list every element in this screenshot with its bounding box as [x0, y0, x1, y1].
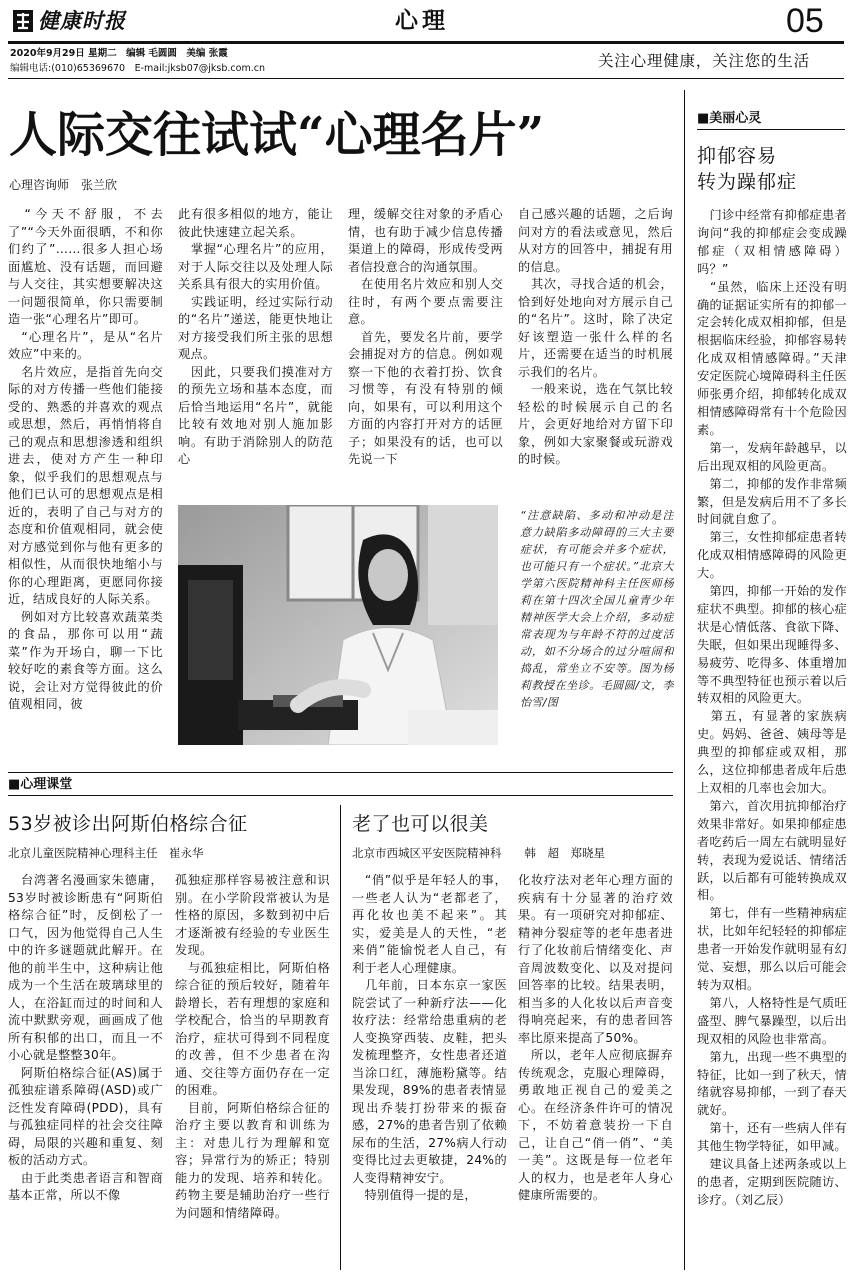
slogan: 关注心理健康，关注您的生活	[598, 52, 810, 70]
article2-col1: “俏”似乎是年轻人的事，一些老人认为“老都老了，再化妆也美不起来”。其实，爱美是人的天性，“老来俏”能愉悦老人自己，有利于老人心理健康。 几年前，日本东京一家医院尝试了一种新疗法——化妆疗法：经常给患重病的老人变换穿西装、皮鞋，把头发梳理整齐，女性患者还道当涂口红，薄施粉黛等。结果发现，89%的患者表情显现出乔装打扮带来的振奋感，27%的患者告别了依赖尿布的生活，27%病人行动变得比过去更敏捷，24%的人变得精神安宁。 特别值得一提的是，	[352, 873, 507, 1202]
sidebar-header-rule	[697, 129, 845, 130]
main-article-col4: 自己感兴趣的话题，之后询问对方的看法或意见，然后从对方的回答中，捕捉有用的信息。 其次，寻找合适的机会，恰到好处地向对方展示自己的“名片”。这时，除了决定好该塑造一张什么样的名片，还需要在适当的时机展示我们的名片。 一般来说，选在气氛比较轻松的时候展示自己的名片，会更好地给对方留下印象，例如大家聚餐或玩游戏的时候。	[518, 207, 673, 466]
contact-line: 编辑电话:(010)65369670 E-mail:jksb07@jksb.com.cn	[10, 63, 265, 74]
main-article-byline: 心理咨询师 张兰欣	[9, 178, 118, 192]
sidebar-title-line2: 转为躁郁症	[697, 171, 798, 193]
logo	[12, 8, 150, 34]
article2-col2: 化妆疗法对老年心理方面的疾病有十分显著的治疗效果。有一项研究对抑郁症、精神分裂症等的老年患者进行了化妆前后情绪变化、声音周波数变化、以及对提问回答率的比较。结果表明，相当多的人化妆以后声音变得响亮起来，有的患者回答率比原来提高了50%。 所以，老年人应彻底摒弃传统观念，克服心理障碍，勇敢地正视自己的爱美之心。在经济条件许可的情况下，不妨着意装扮一下自己，让自己“俏一俏”、“美一美”。这既是每一位老年人的权力，也是老年人身心健康所需要的。	[518, 873, 673, 1202]
article1-byline: 北京儿童医院精神心理科主任 崔永华	[8, 846, 204, 860]
doctor-photo	[178, 505, 498, 745]
section-divider	[8, 772, 673, 773]
sidebar-title-line1: 抑郁容易	[697, 145, 778, 167]
bottom-section-header: ■心理课堂	[8, 777, 73, 792]
section-name: 心理	[395, 7, 449, 34]
sidebar-body: 门诊中经常有抑郁症患者询问“我的抑郁症会变成躁郁症（双相情感障碍）吗？” “虽然，临床上还没有明确的证据证实所有的抑郁一定会转化成双相抑郁，但是根据临床经验，抑郁容易转化成双相情感障碍。”天津安定医院心境障碍科主任医师张勇介绍，抑郁转化成双相情感障碍常有十个危险因素。 第一，发病年龄越早，以后出现双相的风险更高。 第二，抑郁的发作非常频繁，但是发病后用不了多长时间就自愈了。 第三，女性抑郁症患者转化成双相情感障碍的风险更大。 第四，抑郁一开始的发作症状不典型。抑郁的核心症状是心情低落、食欲下降、失眠，但如果出现睡得多、易疲劳、吃得多、体重增加等不典型特征也预示着以后转双相的风险更大。 第五，有显著的家族病史。妈妈、爸爸、姨母等是典型的抑郁症或双相，那么，这位抑郁患者成年后患上双相的几率也会加大。 第六，首次用抗抑郁治疗效果非常好。如果抑郁症患者吃药后一周左右就明显好转，表现为爱说话、情绪活跃，以后都有可能转换成双相。 第七，伴有一些精神病症状，比如年纪轻轻的抑郁症患者一开始发作就明显有幻觉、妄想，那么以后可能会转为双相。 第八，人格特性是气质旺盛型、脾气暴躁型，以后出现双相的风险也非常高。 第九，出现一些不典型的特征，比如一到了秋天，情绪就容易抑郁，一到了春天就好。 第十，还有一些病人伴有其他生物学特征，如甲减。 建议具备上述两条或以上的患者，定期到医院随访、诊疗。（刘乙辰）	[697, 208, 847, 1207]
article2-byline: 北京市西城区平安医院精神科 韩 超 郑晓星	[352, 846, 605, 860]
masthead	[0, 0, 852, 80]
main-article-col3: 理，缓解交往对象的矛盾心情，也有助于减少信息传播渠道上的障碍，形成传受两者信投意合的沟通氛围。 在使用名片效应和别人交往时，有两个要点需要注意。 首先，要发名片前，要学会捕捉对方的信息。例如观察一下他的衣着打扮、饮食习惯等，有没有特别的倾向，如果有，可以利用这个方面的内容打开对方的话匣子；如果没有的话，也可以先说一下	[348, 207, 503, 466]
logo-emblem-icon	[12, 9, 34, 33]
article1-col1: 台湾著名漫画家朱德庸，53岁时被诊断患有“阿斯伯格综合征”时，反倒松了一口气，因为他觉得自己人生中的许多谜题就此解开。在他的前半生中，这种病让他成为一个生活在玻璃球里的人，在浴缸而过的时间和人流中默默旁观，画画成了他所有积郁的出口，而且一不小心就是整整30年。 阿斯伯格综合征(AS)属于孤独症谱系障碍(ASD)或广泛性发育障碍(PDD)，具有与孤独症同样的社会交往障碍，局限的兴趣和重复、刻板的活动方式。 由于此类患者语言和智商基本正常，所以不像	[8, 873, 163, 1202]
doctor-illustration	[178, 505, 498, 745]
page-number: 05	[786, 2, 824, 40]
sidebar-header: ■美丽心灵	[697, 111, 762, 126]
main-article-title: 人际交往试试“心理名片”	[9, 107, 545, 163]
bottom-header-rule	[8, 795, 673, 796]
article1-title: 53岁被诊出阿斯伯格综合征	[8, 813, 248, 835]
bottom-column-divider	[340, 805, 341, 1270]
photo-caption: “注意缺陷、多动和冲动是注意力缺陷多动障碍的三大主要症状，有可能会并多个症状，也可能只有一个症状。”北京大学第六医院精神科主任医师杨莉在第十四次全国儿童青少年精神医学大会上介绍，多动症常表现为与年龄不符的过度活动，如不分场合的过分喧闹和捣乱，常坐立不安等。图为杨莉教授在坐诊。毛圆圆/文，李怡雪/图	[520, 509, 674, 709]
main-article-col2: 此有很多相似的地方，能让彼此快速建立起关系。 掌握“心理名片”的应用，对于人际交往以及处理人际关系具有很大的实用价值。 实践证明，经过实际行动的“名片”递送，能更快地让对方接受我们所主张的思想观点。 因此，只要我们摸准对方的预先立场和基本态度，而后恰当地运用“名片”，就能比较有效地对别人施加影响。有助于消除别人的防范心	[178, 207, 333, 466]
sidebar-divider	[684, 90, 685, 1270]
article1-col2: 孤独症那样容易被注意和识别。在小学阶段常被认为是性格的原因，多数到初中后才逐渐被有经验的专业医生发现。 与孤独症相比，阿斯伯格综合征的预后较好，随着年龄增长，若有理想的家庭和学校配合，恰当的早期教育治疗，症状可得到不同程度的改善，但不少患者在沟通、交往等方面仍存在一定的困难。 目前，阿斯伯格综合征的治疗主要以教育和训练为主：对患儿行为理解和宽容；异常行为的矫正；特别能力的发现、培养和转化。药物主要是辅助治疗一些行为问题和情绪障碍。	[175, 873, 330, 1220]
date-line: 2020年9月29日 星期二 编辑 毛圆圆 美编 张霞	[10, 48, 228, 59]
main-article-col1: “今天不舒服，不去了”“今天外面很晒，不和你们约了”……很多人担心场面尴尬、没有话题，而回避与人交往，其实想要解决这一问题很简单，你只需要制造一张“心理名片”即可。 “心理名片”，是从“名片效应”中来的。 名片效应，是指首先向交际的对方传播一些他们能接受的、熟悉的并喜欢的观点或思想，然后，再悄悄将自己的观点和思想渗透和组织进去，使对方产生一种印象，似乎我们的思想观点与他们已认可的思想观点是相近的，表明了自己与对方的态度和价值观相同，就会使对方感觉到你与他有更多的相似性，从而很快地缩小与你的心理距离，更愿同你接近，结成良好的人际关系。 例如对方比较喜欢蔬菜类的食品，那你可以用“蔬菜”作为开场白，聊一下比较好吃的素食等方面。这么说，会让对方觉得彼此的价值观相同，彼	[8, 207, 163, 711]
logo-text: 健康时报	[38, 8, 126, 33]
article2-title: 老了也可以很美	[352, 813, 489, 835]
masthead-rule	[8, 41, 844, 44]
masthead-bottom-rule	[8, 78, 844, 79]
